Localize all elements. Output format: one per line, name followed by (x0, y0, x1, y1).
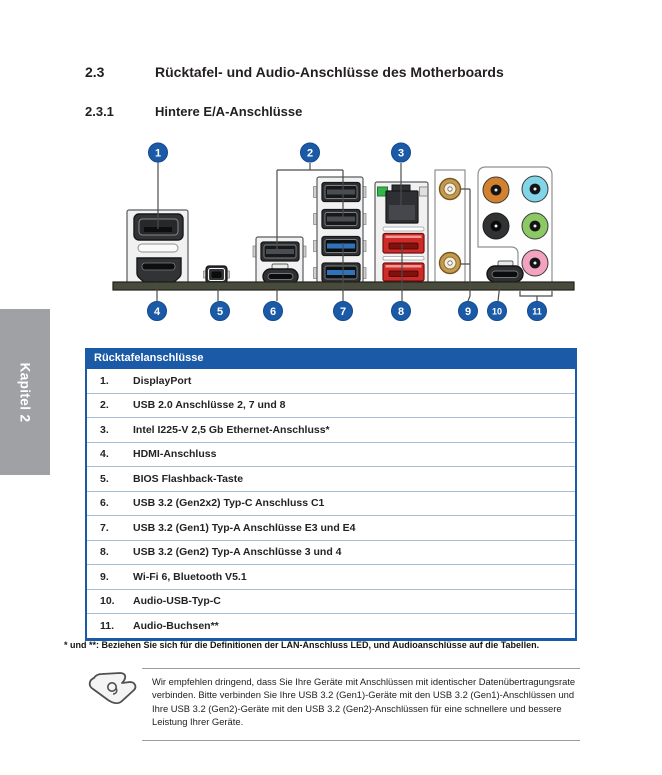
usb3-gen2-port-a (383, 234, 424, 254)
audio-jack-orange (483, 177, 509, 203)
row-label: USB 3.2 (Gen2) Typ-A Anschlüsse 3 und 4 (133, 546, 342, 559)
section-number: 2.3 (85, 64, 105, 80)
hdmi-port (137, 258, 181, 282)
note-hand-icon (86, 670, 144, 716)
row-number: 7. (100, 521, 109, 534)
chapter-tab-label: Kapitel 2 (17, 362, 33, 422)
svg-text:9: 9 (464, 306, 472, 318)
usb2-port-single (261, 242, 299, 261)
row-number: 1. (100, 374, 109, 387)
table-row (87, 443, 575, 468)
row-number: 4. (100, 448, 109, 461)
usb-stack-block (314, 177, 367, 283)
callout-5 (211, 302, 230, 321)
io-slot (138, 244, 178, 252)
row-number: 9. (100, 570, 109, 583)
callout-8 (392, 302, 411, 321)
svg-text:11: 11 (532, 306, 542, 317)
usb2-port-b (322, 210, 360, 229)
rear-io-diagram (100, 134, 578, 327)
audio-jack-lightblue (522, 176, 548, 202)
row-label: Audio-Buchsen** (133, 619, 219, 632)
table-row (87, 516, 575, 541)
svg-text:2: 2 (306, 147, 314, 160)
row-label: Wi-Fi 6, Bluetooth V5.1 (133, 570, 247, 583)
usb3-gen1-port-a (322, 237, 360, 256)
row-label: Audio-USB-Typ-C (133, 595, 221, 608)
wifi-antenna-connector-bottom (440, 253, 461, 274)
row-label: USB 2.0 Anschlüsse 2, 7 und 8 (133, 399, 286, 412)
callout-4 (148, 302, 167, 321)
callout-1 (149, 143, 168, 162)
table-row (87, 614, 575, 638)
audio-jack-pink (522, 250, 548, 276)
table-row (87, 590, 575, 615)
table-row (87, 541, 575, 566)
callout-9 (459, 302, 478, 321)
audio-block (478, 167, 552, 283)
callout-10 (488, 302, 507, 321)
lan-led-right (420, 187, 428, 196)
chapter-tab (0, 309, 50, 475)
table-row (87, 467, 575, 492)
callout-2 (301, 143, 320, 162)
svg-text:10: 10 (491, 306, 503, 317)
row-number: 8. (100, 546, 109, 559)
row-label: DisplayPort (133, 374, 192, 387)
row-number: 5. (100, 472, 109, 485)
table-row (87, 394, 575, 419)
row-label: Intel I225-V 2,5 Gb Ethernet-Anschluss* (133, 423, 330, 436)
row-label: USB 3.2 (Gen2x2) Typ-C Anschluss C1 (133, 497, 325, 510)
callout-3 (392, 143, 411, 162)
svg-text:3: 3 (397, 147, 405, 160)
table-row (87, 492, 575, 517)
row-label: HDMI-Anschluss (133, 448, 217, 461)
svg-text:4: 4 (153, 306, 161, 318)
svg-text:8: 8 (397, 306, 405, 318)
row-number: 6. (100, 497, 109, 510)
table-header: Rücktafelanschlüsse (87, 348, 575, 369)
row-number: 11. (100, 619, 115, 632)
svg-text:1: 1 (154, 147, 162, 160)
subsection-number: 2.3.1 (85, 104, 114, 119)
bios-flashback-button (204, 266, 230, 283)
table-row (87, 418, 575, 443)
table-row (87, 565, 575, 590)
row-label: USB 3.2 (Gen1) Typ-A Anschlüsse E3 und E4 (133, 521, 356, 534)
note-divider-bottom (142, 740, 580, 741)
svg-text:6: 6 (269, 306, 277, 318)
usb2-port-a (322, 183, 360, 202)
row-number: 2. (100, 399, 109, 412)
svg-text:5: 5 (216, 306, 224, 318)
usb3-gen1-port-b (322, 263, 360, 282)
svg-text:7: 7 (339, 306, 347, 318)
note-divider-top (142, 668, 580, 669)
callout-6 (264, 302, 283, 321)
table-row (87, 369, 575, 394)
row-number: 10. (100, 595, 115, 608)
footnote: * und **: Beziehen Sie sich für die Definitionen der LAN-Anschluss LED, und Audioanschlüsse auf die Tabellen. (64, 640, 540, 650)
usb-c-block (253, 237, 306, 284)
callout-7 (334, 302, 353, 321)
row-number: 3. (100, 423, 109, 436)
rear-panel-table (85, 348, 577, 641)
section-title: Rücktafel- und Audio-Anschlüsse des Motherboards (155, 64, 504, 80)
usb3-gen2-port-b (383, 263, 424, 281)
row-label: BIOS Flashback-Taste (133, 472, 244, 485)
wifi-antenna-block (435, 170, 465, 283)
audio-jack-green (522, 213, 548, 239)
note-text: Wir empfehlen dringend, dass Sie Ihre Geräte mit Anschlüssen mit identischer Datenübertragungsrate verbinden. Bitte verbinden Sie Ihre USB 3.2 (Gen1)-Geräte mit den USB 3.2 (Gen1)-Anschlüssen und Ihre USB 3.2 (Gen2)-Geräte mit den USB 3.2 (Gen2)-Anschlüssen für eine schnellere und bessere Leistung Ihrer Geräte. (152, 676, 576, 727)
subsection-title: Hintere E/A-Anschlüsse (155, 104, 303, 119)
wifi-antenna-connector-top (440, 179, 461, 200)
audio-jack-black (483, 213, 509, 239)
callout-11 (528, 302, 547, 321)
